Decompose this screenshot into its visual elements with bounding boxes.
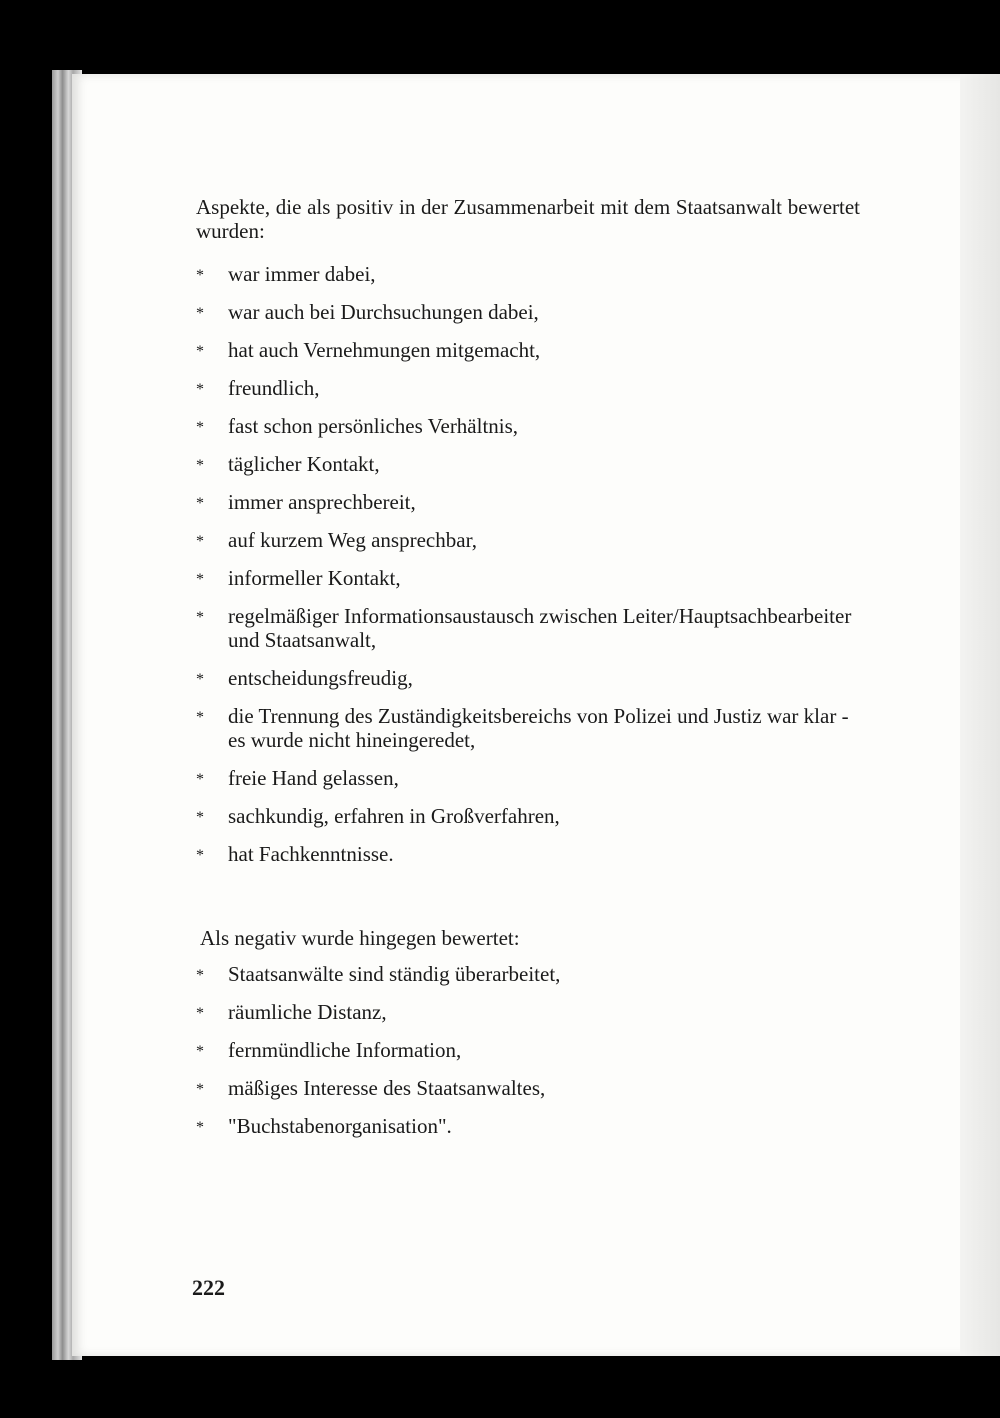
bullet-star-icon: * [196,771,204,788]
bullet-star-icon: * [196,343,204,360]
list-item: * war immer dabei, [196,262,376,286]
bullet-star-icon: * [196,267,204,284]
list-item: * fernmündliche Information, [196,1038,462,1062]
bullet-star-icon: * [196,967,204,984]
bullet-star-icon: * [196,709,204,726]
bullet-star-icon: * [196,609,204,626]
intro-paragraph: Aspekte, die als positiv in der Zusammenarbeit mit dem Staatsanwalt bewertet wurden: [196,195,860,243]
list-item: * fast schon persönliches Verhältnis, [196,414,519,438]
bullet-star-icon: * [196,419,204,436]
list-item: * war auch bei Durchsuchungen dabei, [196,300,539,324]
list-item: * immer ansprechbereit, [196,490,416,514]
list-item: * sachkundig, erfahren in Großverfahren, [196,804,560,828]
page-number: 222 [192,1275,225,1300]
bullet-star-icon: * [196,847,204,864]
list-item: * auf kurzem Weg ansprechbar, [196,528,477,552]
bullet-star-icon: * [196,1043,204,1060]
list-item: * Staatsanwälte sind ständig überarbeitet, [196,962,561,986]
list-item: * hat auch Vernehmungen mitgemacht, [196,338,541,362]
negative-aspects-list [196,962,866,1152]
list-item: * täglicher Kontakt, [196,452,380,476]
list-item: * freundlich, [196,376,320,400]
bullet-star-icon: * [196,671,204,688]
bullet-star-icon: * [196,571,204,588]
list-item: * die Trennung des Zuständigkeitsbereichs von Polizei und Justiz war klar - es wurde nicht hineingeredet, [196,704,849,752]
list-item: * räumliche Distanz, [196,1000,387,1024]
bullet-star-icon: * [196,305,204,322]
bullet-star-icon: * [196,1119,204,1136]
bullet-star-icon: * [196,381,204,398]
list-item: * regelmäßiger Informationsaustausch zwischen Leiter/Hauptsachbearbeiter und Staatsanwalt, [196,604,852,652]
list-item: * mäßiges Interesse des Staatsanwaltes, [196,1076,546,1100]
list-item: * entscheidungsfreudig, [196,666,413,690]
bullet-star-icon: * [196,457,204,474]
list-item: * freie Hand gelassen, [196,766,399,790]
bullet-star-icon: * [196,495,204,512]
list-item: * hat Fachkenntnisse. [196,842,394,866]
negative-heading: Als negativ wurde hingegen bewertet: [200,926,520,950]
bullet-star-icon: * [196,533,204,550]
positive-aspects-list [196,262,866,880]
page-right-edge [960,74,1000,1356]
list-item: * informeller Kontakt, [196,566,401,590]
list-item: * "Buchstabenorganisation". [196,1114,452,1138]
bullet-star-icon: * [196,1081,204,1098]
bullet-star-icon: * [196,1005,204,1022]
bullet-star-icon: * [196,809,204,826]
